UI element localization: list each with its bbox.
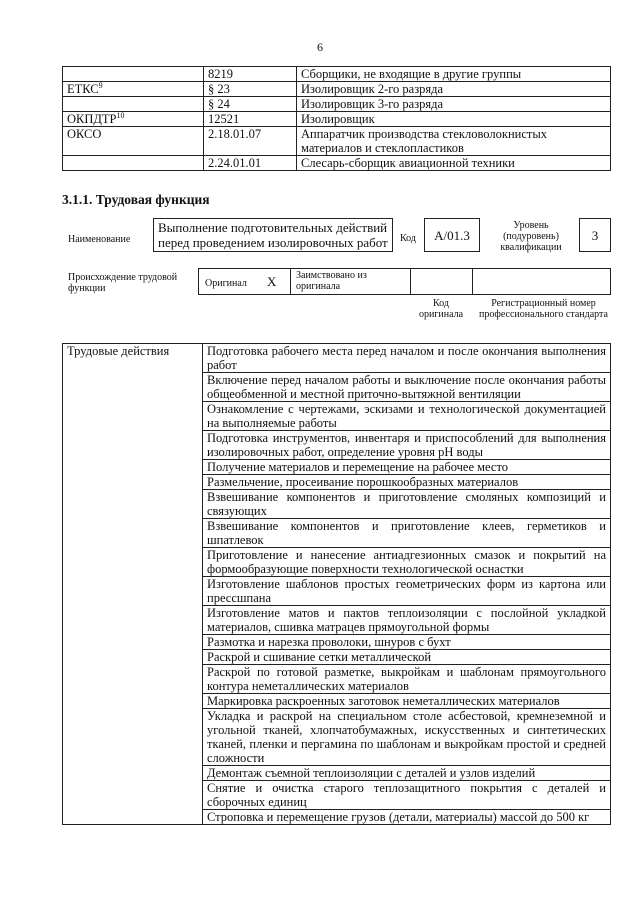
origin-divider-1: [290, 268, 291, 295]
action-item: Раскрой и сшивание сетки металлической: [203, 650, 611, 665]
classifier-name: [63, 67, 204, 82]
function-name: Выполнение подготовительных действий перед проведением изолировочных работ: [153, 218, 393, 252]
origin-divider-2: [410, 268, 411, 295]
action-item: Строповка и перемещение грузов (детали, материалы) массой до 500 кг: [203, 810, 611, 825]
original-label: Оригинал: [205, 278, 247, 289]
action-item: Включение перед началом работы и выключение после окончания работы общеобменной и местной приточно-вытяжной вентиляции: [203, 373, 611, 402]
name-label: Наименование: [68, 234, 131, 245]
section-title: 3.1.1. Трудовая функция: [62, 192, 210, 207]
classifier-row: [63, 97, 611, 112]
classifier-code: § 23: [204, 82, 297, 97]
classifier-row: [63, 156, 611, 171]
action-item: Подготовка инструментов, инвентаря и приспособлений для выполнения изолировочных работ, определение уровня pH воды: [203, 431, 611, 460]
classifier-title: Слесарь-сборщик авиационной техники: [297, 156, 611, 171]
action-item: Взвешивание компонентов и приготовление клеев, герметиков и шпатлевок: [203, 519, 611, 548]
action-item: Маркировка раскроенных заготовок неметаллических материалов: [203, 694, 611, 709]
action-item: Размельчение, просеивание порошкообразных материалов: [203, 475, 611, 490]
code-original-caption: Код оригинала: [418, 298, 464, 320]
action-item: Приготовление и нанесение антиадгезионных смазок и покрытий на формообразующие поверхности технологической оснастки: [203, 548, 611, 577]
classifier-row: [63, 67, 611, 82]
action-item: Раскрой по готовой разметке, выкройкам и шаблонам прямоугольного контура неметаллических материалов: [203, 665, 611, 694]
action-item: Укладка и раскрой на специальном столе асбестовой, кремнеземной и угольной тканей, хлопчатобумажных, искусственных и синтетических тканей, пленки и пергамина по шаблонам и выкройкам простой и средней сложности: [203, 709, 611, 766]
classifier-code: 12521: [204, 112, 297, 127]
action-item: Ознакомление с чертежами, эскизами и технологической документацией на выполняемые работы: [203, 402, 611, 431]
classifier-title: Изолировщик 2-го разряда: [297, 82, 611, 97]
level-label: Уровень (подуровень) квалификации: [500, 220, 562, 253]
classifier-code: 2.18.01.07: [204, 127, 297, 156]
classifier-title: Сборщики, не входящие в другие группы: [297, 67, 611, 82]
classifier-row: [63, 112, 611, 127]
action-item: Размотка и нарезка проволоки, шнуров с бухт: [203, 635, 611, 650]
actions-label: Трудовые действия: [63, 344, 203, 825]
classifier-code: 8219: [204, 67, 297, 82]
code-label: Код: [400, 233, 416, 244]
footnote-ref: 9: [98, 80, 103, 90]
classifier-name: [63, 156, 204, 171]
action-item: Изготовление матов и пактов теплоизоляции с послойной укладкой материалов, сшивка матрацев прямоугольной формы: [203, 606, 611, 635]
origin-label: Происхождение трудовой функции: [68, 272, 178, 294]
classifier-row: [63, 82, 611, 97]
classifier-code: § 24: [204, 97, 297, 112]
action-item: Получение материалов и перемещение на рабочее место: [203, 460, 611, 475]
action-item: Снятие и очистка старого теплозащитного покрытия с деталей и сборочных единиц: [203, 781, 611, 810]
borrowed-label: Заимствовано из оригинала: [296, 270, 367, 292]
classifier-code: 2.24.01.01: [204, 156, 297, 171]
classifier-title: Изолировщик 3-го разряда: [297, 97, 611, 112]
classifier-name: ОКПДТР$^{10}$: [63, 112, 204, 127]
classifier-title: Аппаратчик производства стекловолокнистых материалов и стеклопластиков: [297, 127, 611, 156]
registration-caption: Регистрационный номер профессионального стандарта: [479, 298, 608, 320]
actions-table: [62, 343, 611, 825]
action-item: Подготовка рабочего места перед началом и после окончания выполнения работ: [203, 344, 611, 373]
classifier-title: Изолировщик: [297, 112, 611, 127]
classifier-name: ОКСО: [63, 127, 204, 156]
classifier-name: [63, 97, 204, 112]
action-row: [63, 344, 611, 373]
classifier-row: [63, 127, 611, 156]
original-mark: X: [267, 274, 277, 289]
footnote-ref: 10: [116, 110, 125, 120]
level-value: 3: [579, 218, 611, 252]
classifier-name: ЕТКС$^9$: [63, 82, 204, 97]
classifier-table: [62, 66, 611, 171]
action-item: Демонтаж съемной теплоизоляции с деталей и узлов изделий: [203, 766, 611, 781]
page-number: 6: [317, 40, 323, 54]
function-code: А/01.3: [424, 218, 480, 252]
origin-divider-3: [472, 268, 473, 295]
action-item: Изготовление шаблонов простых геометрических форм из картона или прессшпана: [203, 577, 611, 606]
action-item: Взвешивание компонентов и приготовление смоляных композиций и связующих: [203, 490, 611, 519]
